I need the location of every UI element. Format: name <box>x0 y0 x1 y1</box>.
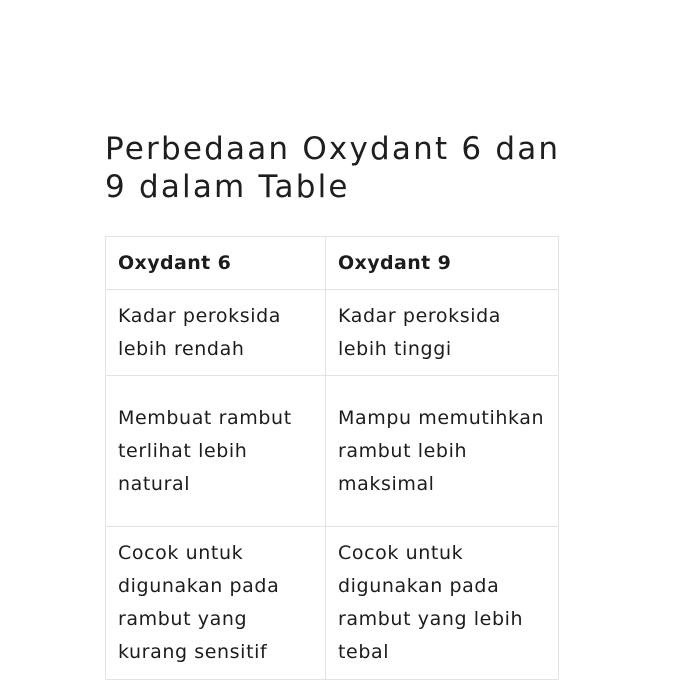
table-cell: Kadar peroksida lebih rendah <box>106 290 326 376</box>
table-cell: Membuat rambut terlihat lebih natural <box>106 376 326 527</box>
table-cell: Kadar peroksida lebih tinggi <box>326 290 559 376</box>
table-header-row <box>106 237 559 290</box>
table-row <box>106 376 559 527</box>
table-row <box>106 290 559 376</box>
column-header-oxydant-9: Oxydant 9 <box>326 237 559 290</box>
table-cell: Mampu memutihkan rambut lebih maksimal <box>326 376 559 527</box>
table-body <box>106 290 559 680</box>
table-cell: Cocok untuk digunakan pada rambut yang kurang sensitif <box>106 527 326 680</box>
page-title: Perbedaan Oxydant 6 dan 9 dalam Table <box>105 131 561 205</box>
table-cell: Cocok untuk digunakan pada rambut yang lebih tebal <box>326 527 559 680</box>
column-header-oxydant-6: Oxydant 6 <box>106 237 326 290</box>
table-row <box>106 527 559 680</box>
comparison-table <box>105 236 559 680</box>
table-header <box>106 237 559 290</box>
